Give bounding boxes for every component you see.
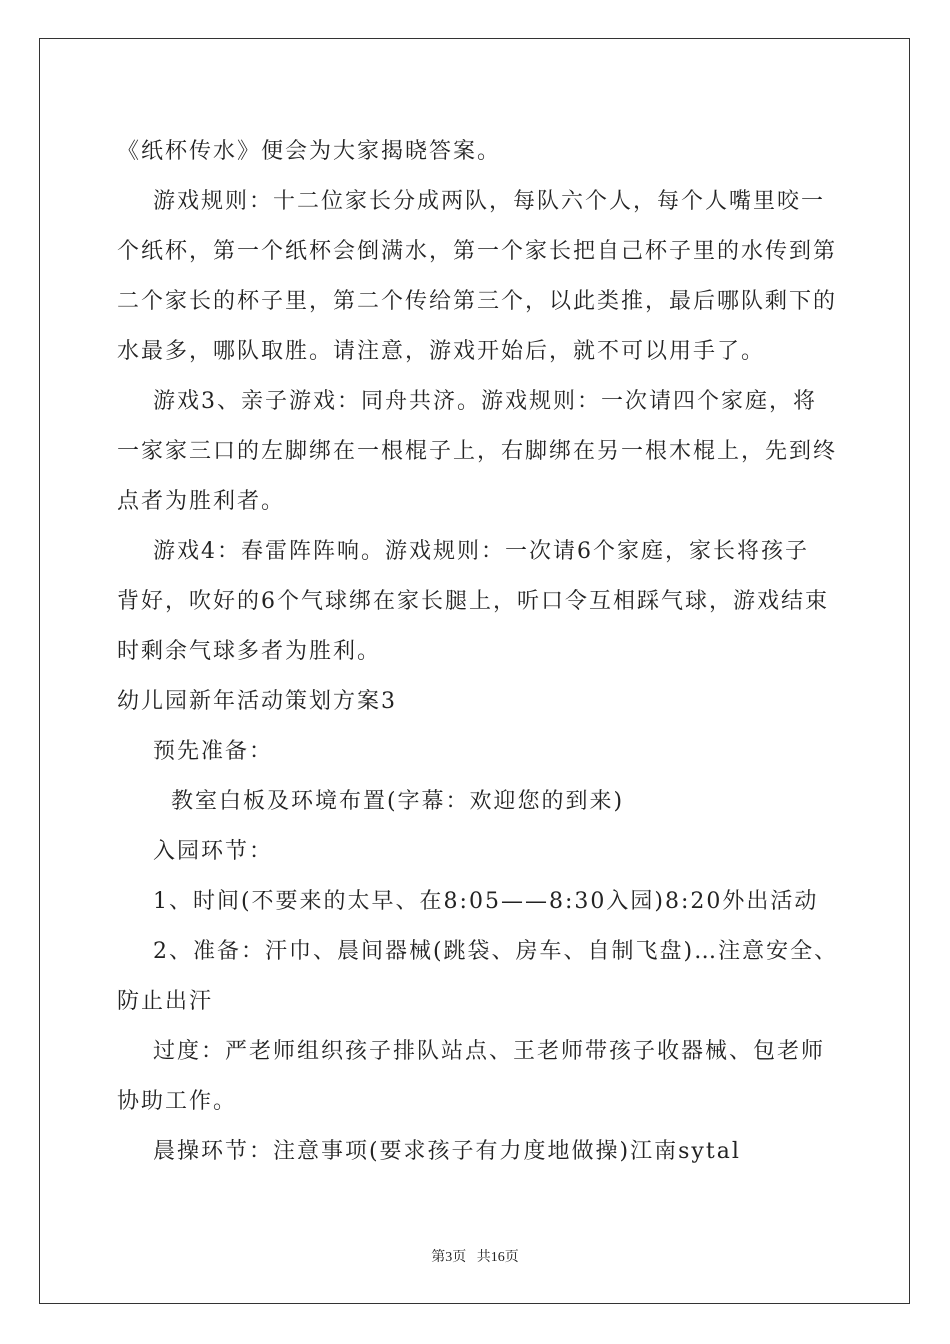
- text-line: 游戏3、亲子游戏：同舟共济。游戏规则：一次请四个家庭，将: [117, 389, 817, 414]
- text-line: 2、准备：汗巾、晨间器械(跳袋、房车、自制飞盘)…注意安全、: [117, 939, 839, 964]
- text-line: 背好，吹好的6个气球绑在家长腿上，听口令互相踩气球，游戏结束: [117, 589, 829, 614]
- section-heading: 幼儿园新年活动策划方案3: [117, 689, 397, 714]
- text-line: 游戏规则：十二位家长分成两队，每队六个人，每个人嘴里咬一: [117, 189, 825, 214]
- text-line: 过度：严老师组织孩子排队站点、王老师带孩子收器械、包老师: [117, 1039, 825, 1064]
- text-line: 一家家三口的左脚绑在一根棍子上，右脚绑在另一根木棍上，先到终: [117, 439, 838, 464]
- text-line: 个纸杯，第一个纸杯会倒满水，第一个家长把自己杯子里的水传到第: [117, 239, 838, 264]
- text-line: 游戏4：春雷阵阵响。游戏规则：一次请6个家庭，家长将孩子: [117, 539, 809, 564]
- text-line: 水最多，哪队取胜。请注意，游戏开始后，就不可以用手了。: [117, 339, 766, 364]
- text-line: 预先准备：: [117, 739, 273, 764]
- text-line: 防止出汗: [117, 989, 214, 1014]
- text-line: 入园环节：: [117, 839, 273, 864]
- text-line: 《纸杯传水》便会为大家揭晓答案。: [117, 139, 502, 164]
- text-line: 点者为胜利者。: [117, 489, 286, 514]
- text-line: 教室白板及环境布置(字幕：欢迎您的到来): [117, 789, 625, 814]
- text-line: 晨操环节：注意事项(要求孩子有力度地做操)江南sytal: [117, 1139, 741, 1164]
- text-line: 1、时间(不要来的太早、在8:05——8:30入园)8:20外出活动: [117, 889, 819, 914]
- page-footer: 第3页 共16页: [431, 1250, 519, 1265]
- text-line: 协助工作。: [117, 1089, 238, 1114]
- text-line: 二个家长的杯子里，第二个传给第三个，以此类推，最后哪队剩下的: [117, 289, 838, 314]
- text-line: 时剩余气球多者为胜利。: [117, 639, 382, 664]
